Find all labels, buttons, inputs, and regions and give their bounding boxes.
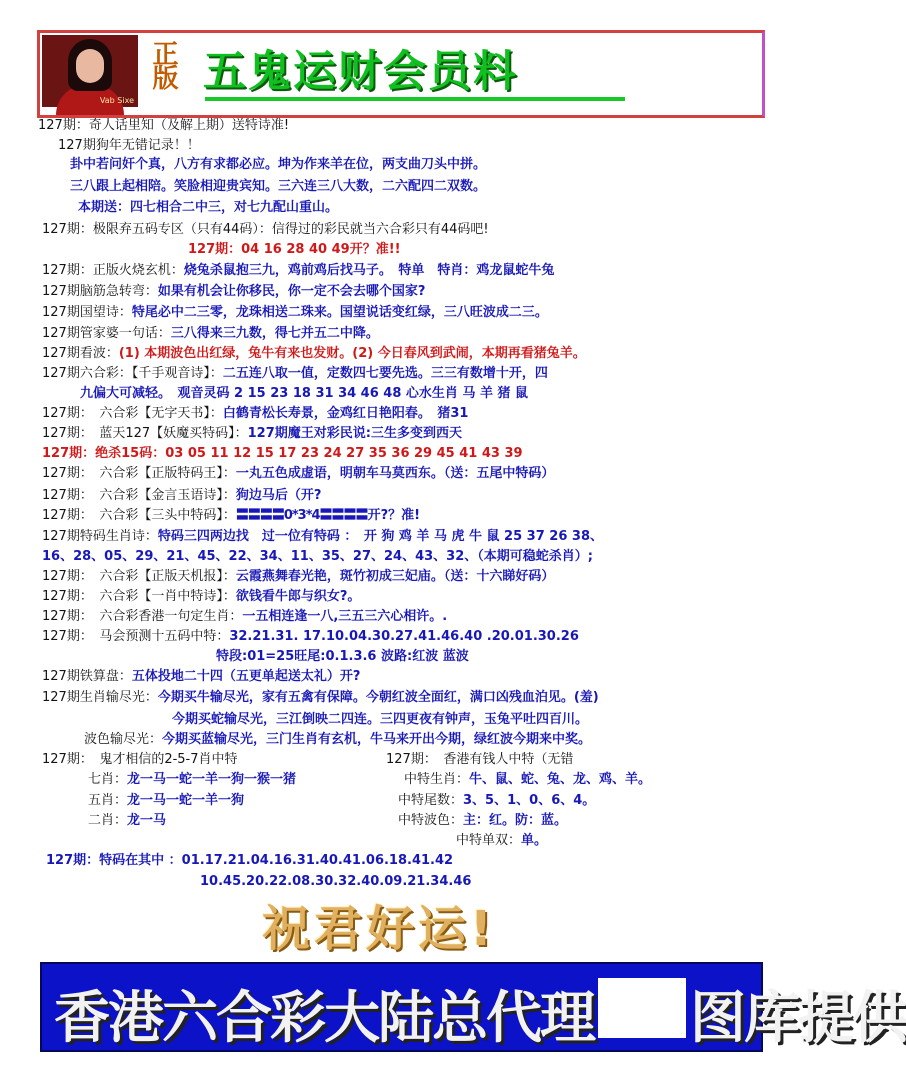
l33b-seg: 牛、鼠、蛇、兔、龙、鸡、羊。	[469, 772, 652, 787]
l15-seg: 127期： 六合彩【无字天书】：	[42, 406, 223, 421]
l34b	[398, 793, 595, 809]
l16-seg: 127期魔王对彩民说:三生多变到西天	[247, 426, 462, 441]
l24	[42, 589, 360, 605]
l18-seg: 一丸五色成虚语，明朝车马莫西东。（送：五尾中特码）	[235, 466, 555, 481]
l17-seg: 127期：绝杀15码：03 05 11 12 15 17 23 24 27 35 36 29 45 41 43 39	[42, 446, 523, 461]
l32a-seg: 127期： 鬼才相信的2-5-7肖中特	[42, 752, 238, 767]
l19-seg: 狗边马后（开?	[235, 488, 322, 503]
l1	[38, 118, 289, 134]
portrait-photo	[42, 35, 138, 107]
l17	[42, 446, 523, 462]
l33a-seg: 七肖：	[88, 772, 128, 787]
l9-seg: 127期脑筋急转弯：	[42, 284, 158, 299]
l3-seg: 卦中若问奸个真，八方有求都必应。坤为作来羊在位，两支曲刀头中拼。	[70, 157, 487, 172]
footer-banner	[40, 962, 906, 1052]
l6-seg: 127期：极限弃五码专区（只有44码）：信得过的彩民就当六合彩只有44码吧!	[42, 222, 489, 237]
l19	[42, 488, 321, 504]
l12	[42, 346, 586, 362]
l38-seg: 10.45.20.22.08.30.32.40.09.21.34.46	[200, 874, 472, 889]
l13	[42, 366, 548, 382]
l26	[42, 629, 579, 645]
l26-seg: 32.21.31. 17.10.04.30.27.41.46.40 .20.01.30.26	[229, 629, 579, 644]
l10-seg: 特尾必中二三零，龙珠相送二珠来。国望说话变红绿，三八旺波成二三。	[131, 305, 548, 320]
photo-tag: Vab Sixe	[99, 96, 134, 105]
l23	[42, 569, 554, 585]
l21-seg: 127期特码生肖诗：	[42, 529, 158, 544]
l8	[42, 263, 554, 279]
l24-seg: 127期： 六合彩【一肖中特诗】：	[42, 589, 236, 604]
l12-seg: (1) 本期波色出红绿，兔牛有来也发财。(2) 今日春风到武闹，本期再看猪兔羊。	[118, 346, 586, 361]
l34a-seg: 龙一马一蛇一羊一狗	[127, 793, 245, 808]
l23-seg: 云霞燕舞春光艳，斑竹初成三妃庙。（送：十六睇好码）	[235, 569, 555, 584]
l35a	[88, 813, 166, 829]
l35b	[398, 813, 567, 829]
l20-seg: 开?？准!	[367, 508, 421, 523]
l25-seg: 一五相连逢一八,三五三六心相许。.	[242, 609, 448, 624]
l36-seg: 单。	[521, 833, 548, 848]
l34b-seg: 3、5、1、0、6、4。	[463, 793, 596, 808]
l11-seg: 三八得来三九数，得七并五二中降。	[170, 326, 379, 341]
banner-gap	[598, 978, 686, 1038]
l2-seg: 127期狗年无错记录！！	[58, 138, 200, 153]
l21-seg: 特码三四两边找 过一位有特码 ： 开 狗 鸡 羊 马 虎 牛 鼠 25 37 26 38、	[157, 529, 604, 544]
l31	[84, 732, 591, 748]
l22	[42, 549, 593, 565]
l27-seg: 特段:01=25旺尾:0.1.3.6 波路:红波 蓝波	[216, 649, 469, 664]
l34a-seg: 五肖：	[88, 793, 128, 808]
l2	[58, 138, 200, 154]
l25-seg: 127期： 六合彩香港一句定生肖：	[42, 609, 243, 624]
l15	[42, 406, 468, 422]
l1-seg: 127期：	[38, 118, 89, 133]
l28	[42, 669, 360, 685]
portrait-face	[76, 49, 104, 83]
l34b-seg: 中特尾数：	[398, 793, 464, 808]
l8-seg: 烧兔杀鼠抱三九，鸡前鸡后找马子。 特单 特肖：鸡龙鼠蛇牛兔	[183, 263, 555, 278]
l36-seg: 中特单双：	[456, 833, 522, 848]
l35b-seg: 主：红。防：蓝。	[463, 813, 568, 828]
l33b	[404, 772, 651, 788]
l32a	[42, 752, 238, 768]
banner-text	[54, 974, 906, 1054]
l29-seg: 127期生肖输尽光：	[42, 690, 158, 705]
page-title: 五鬼运财会员料	[203, 47, 518, 97]
l10-seg: 127期国望诗：	[42, 305, 132, 320]
good-luck-text: 祝君好运!	[262, 901, 496, 957]
l24-seg: 欲钱看牛郎与织女?。	[235, 589, 361, 604]
l16-seg: 127期： 蓝天127【妖魔买特码】：	[42, 426, 248, 441]
banner-right: 图库提供	[690, 986, 906, 1051]
l14	[80, 386, 528, 402]
l37-seg: 127期：特码在其中 ：01.17.21.04.16.31.40.41.06.18.41.42	[46, 853, 454, 868]
l5	[78, 200, 338, 216]
l13-seg: 127期六合彩：	[42, 366, 132, 381]
l10	[42, 305, 548, 321]
l13-seg: 【千手观音诗】：	[131, 366, 223, 381]
l28-seg: 五体投地二十四（五更单起送太礼）开?	[131, 669, 361, 684]
zhengban-mark: 正版	[148, 40, 178, 88]
l35a-seg: 二肖：	[88, 813, 128, 828]
title-underline	[205, 97, 625, 101]
l35a-seg: 龙一马	[127, 813, 167, 828]
banner-left: 香港六合彩大陆总代理	[54, 986, 594, 1051]
l38	[200, 874, 471, 890]
l25	[42, 609, 447, 625]
l14-seg: 九偏大可减轻。 观音灵码 2 15 23 18 31 34 46 48 心水生肖 马 羊 猪 鼠	[80, 386, 529, 401]
l3	[70, 157, 486, 173]
l16	[42, 426, 462, 442]
l4-seg: 三八跟上起相陪。笑脸相迎贵宾知。三六连三八大数，二六配四二双数。	[70, 179, 487, 194]
l31-seg: 今期买蓝输尽光，三门生肖有玄机，牛马来开出今期，绿红波今期来中奖。	[162, 732, 592, 747]
l34a	[88, 793, 244, 809]
l29	[42, 690, 599, 706]
l37	[46, 853, 453, 869]
l11	[42, 326, 379, 342]
l27	[216, 649, 469, 665]
l8-seg: 127期：正版火烧玄机：	[42, 263, 184, 278]
l7-seg: 127期：04 16 28 40 49开？准!!	[188, 242, 401, 257]
l18	[42, 466, 554, 482]
l7	[188, 242, 401, 258]
l26-seg: 127期： 马会预测十五码中特：	[42, 629, 230, 644]
l9	[42, 284, 425, 300]
l28-seg: 127期铁算盘：	[42, 669, 132, 684]
l20-seg: 〓〓〓〓0*3*4〓〓〓〓	[235, 508, 368, 523]
l4	[70, 179, 486, 195]
l5-seg: 本期送：四七相合二中三，对七九配山重山。	[78, 200, 339, 215]
l30-seg: 今期买蛇输尽光，三江倒映二四连。三四更夜有钟声，玉兔平吐四百川。	[172, 712, 589, 727]
l32b-seg: 127期： 香港有钱人中特（无错	[386, 752, 574, 767]
l30	[172, 712, 588, 728]
l20-seg: 127期： 六合彩【三头中特码】：	[42, 508, 236, 523]
l32b	[386, 752, 573, 768]
l36	[456, 833, 547, 849]
l11-seg: 127期管家婆一句话：	[42, 326, 171, 341]
l6	[42, 222, 489, 238]
l29-seg: 今期买牛输尽光，家有五禽有保障。今朝红波全面红，满口凶残血泊见。(羞)	[157, 690, 599, 705]
l33a	[88, 772, 296, 788]
l18-seg: 127期： 六合彩【正版特码王】：	[42, 466, 236, 481]
l21	[42, 529, 603, 545]
l9-seg: 如果有机会让你移民，你一定不会去哪个国家?	[157, 284, 426, 299]
l35b-seg: 中特波色：	[398, 813, 464, 828]
l23-seg: 127期： 六合彩【正版天机报】：	[42, 569, 236, 584]
l33b-seg: 中特生肖：	[404, 772, 470, 787]
l22-seg: 16、28、05、29、21、45、22、34、11、35、27、24、43、32、（本期可稳蛇杀肖）;	[42, 549, 593, 564]
l20	[42, 508, 420, 524]
l31-seg: 波色输尽光：	[84, 732, 163, 747]
l12-seg: 127期看波：	[42, 346, 119, 361]
l1-seg: 奇人话里知（及解上期）送特诗准!	[88, 118, 290, 133]
l19-seg: 127期： 六合彩【金言玉语诗】：	[42, 488, 236, 503]
l13-seg: 二五连八取一值，定数四七要先选。三三有数增十开，四	[222, 366, 548, 381]
l33a-seg: 龙一马一蛇一羊一狗一猴一猪	[127, 772, 297, 787]
l15-seg: 白鹤青松长寿景，金鸡红日艳阳春。 猪31	[222, 406, 469, 421]
